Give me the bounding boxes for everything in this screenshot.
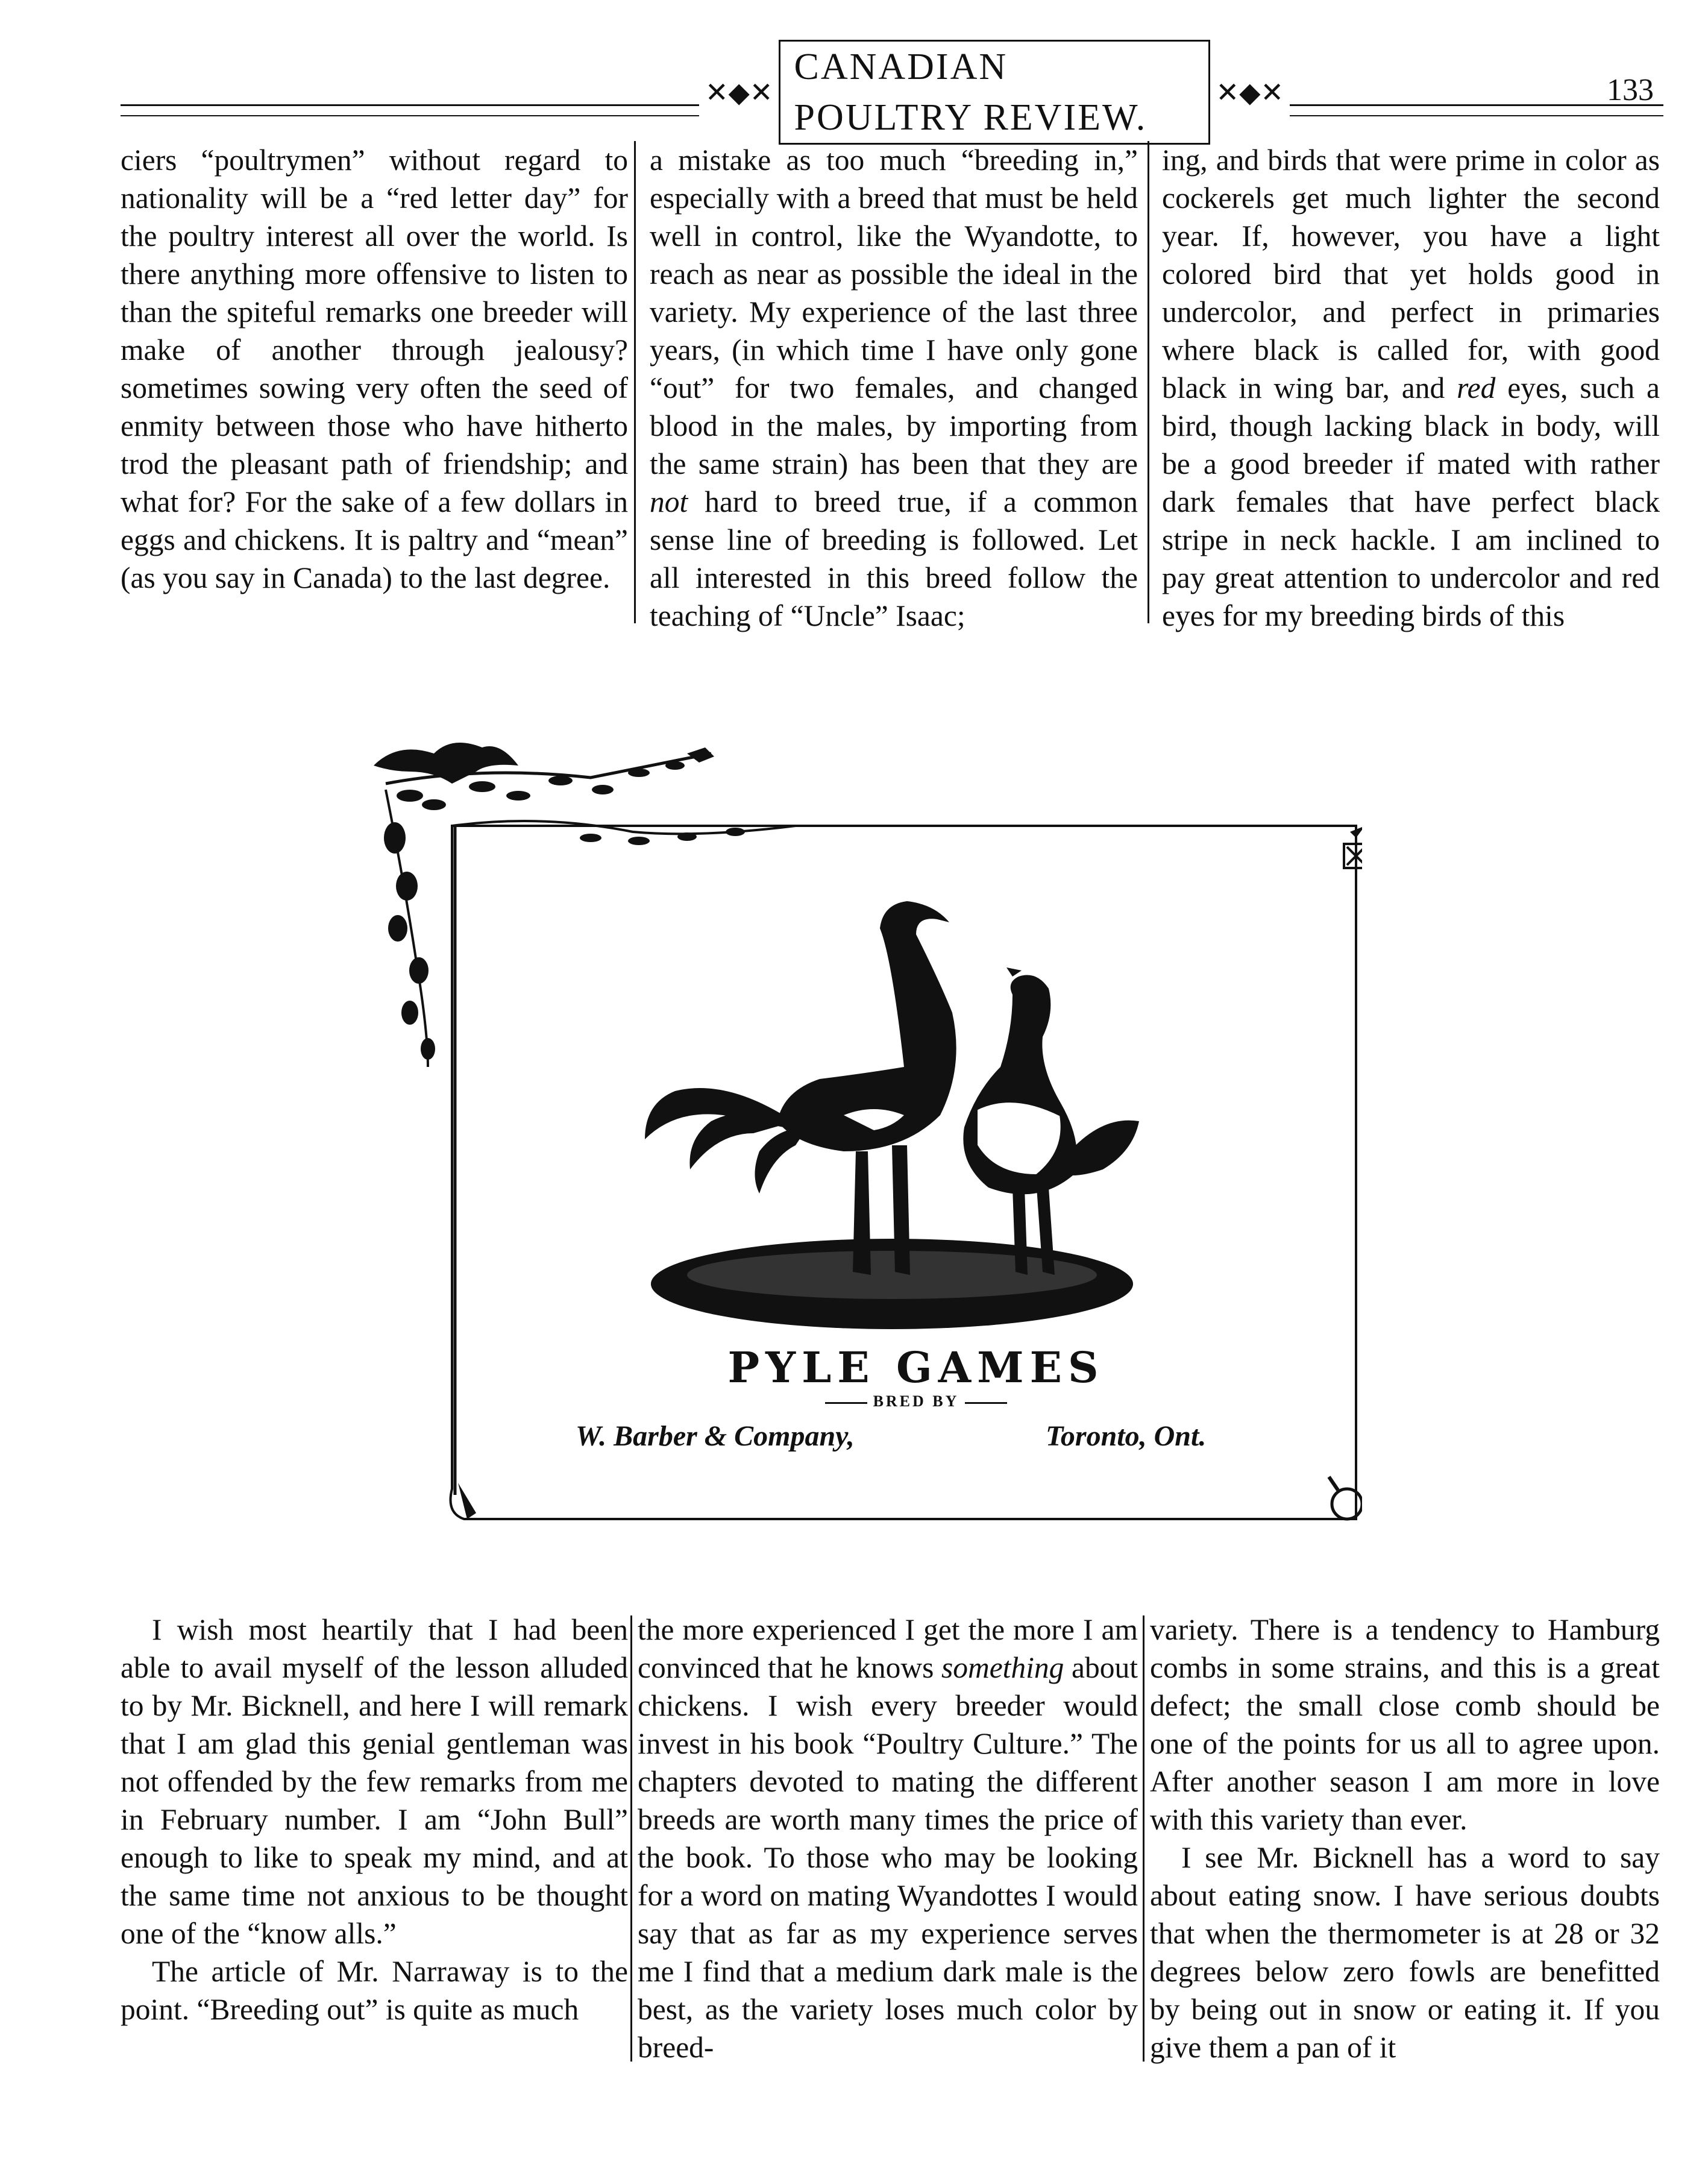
column-rule — [630, 1615, 632, 2062]
hen-figure — [963, 967, 1139, 1275]
rooster-figure — [645, 901, 956, 1275]
column-rule — [1148, 141, 1149, 623]
advertisement-illustration — [362, 729, 1362, 1531]
paragraph: I wish most heartily that I had been able to avail myself of the lesson alluded to by Mr. Bicknell, and here I will remark that I am glad this genial gentleman was not offended by the few remarks from me in February number. I am “John Bull” enough to like to speak my mind, and at the same time not anxious to be thought one of the “know alls.” — [121, 1613, 628, 1950]
column-rule — [1143, 1615, 1144, 2062]
illustration-title: PYLE GAMES — [727, 1342, 1105, 1392]
bottom-column-3 — [1150, 1611, 1660, 2066]
breeder-location: Toronto, Ont. — [1046, 1420, 1207, 1452]
emphasis: not — [650, 485, 688, 518]
paragraph: ciers “poultrymen” without regard to nationality will be a “red letter day” for the poultry interest all over the world. Is there anything more offensive to listen to than the spiteful remarks one breeder will make of another through jealousy? sometimes sowing very often the seed of enmity between those who have hitherto trod the pleasant path of friendship; and what for? For the sake of a few dollars in eggs and chickens. It is paltry and “mean” (as you say in Canada) to the last degree. — [121, 143, 628, 594]
small-bird-icon — [687, 747, 714, 763]
emphasis: something — [941, 1651, 1064, 1684]
running-header — [121, 46, 1663, 138]
bottom-column-2 — [638, 1611, 1138, 2066]
paragraph: the more experienced I get the more I am convinced that he knows something about chickens. I wish every breeder would invest in his book “Poultry Culture.” The chapters devoted to mating the different breeds are worth many times the price of the book. To those who may be looking for a word on mating Wyandottes I would say that as far as my experience serves me I find that a medium dark male is the best, as the variety loses much color by breed- — [638, 1613, 1138, 2064]
illustration-artwork — [362, 729, 1362, 1531]
ornament-right-icon: ✕◆✕ — [1216, 77, 1284, 108]
top-column-2 — [650, 141, 1138, 635]
page-number: 133 — [1607, 73, 1654, 107]
paragraph: The article of Mr. Narraway is to the point. “Breeding out” is quite as much — [121, 1955, 628, 2026]
column-rule — [634, 141, 636, 623]
top-column-3 — [1162, 141, 1660, 635]
ornament-left-icon: ✕◆✕ — [705, 77, 773, 108]
tag-icon — [1344, 826, 1362, 868]
paragraph: a mistake as too much “breeding in,” especially with a breed that must be held well in control, like the Wyandotte, to reach as near as possible the ideal in the variety. My experience of the last three years, (in which time I have only gone “out” for two females, and changed blood in the males, by importing from the same strain) has been that they are not hard to breed true, if a common sense line of breeding is followed. Let all interested in this breed follow the teaching of “Uncle” Isaac; — [650, 143, 1138, 632]
eagle-icon — [374, 743, 518, 784]
paragraph: variety. There is a tendency to Hamburg combs in some strains, and this is a great defect; the small close comb should be one of the points for us all to agree upon. After another season I am more in love with this variety than ever. — [1150, 1613, 1660, 1836]
top-column-1 — [121, 141, 628, 597]
paragraph: ing, and birds that were prime in color as cockerels get much lighter the second year. If, however, you have a light colored bird that yet holds good in undercolor, and perfect in primaries where black is called for, with good black in wing bar, and red eyes, such a bird, though lacking black in body, will be a good breeder if mated with rather dark females that have perfect black stripe in neck hackle. I am inclined to pay great attention to undercolor and red eyes for my breeding birds of this — [1162, 143, 1660, 632]
journal-title: CANADIAN POULTRY REVIEW. — [779, 40, 1210, 145]
paragraph: I see Mr. Bicknell has a word to say about eating snow. I have serious doubts that when the thermometer is at 28 or 32 degrees below zero fowls are benefitted by being out in snow or eating it. If you give them a pan of it — [1150, 1841, 1660, 2064]
bottom-column-1 — [121, 1611, 628, 2028]
header-title-block — [699, 46, 1290, 138]
breeder-name: W. Barber & Company, — [576, 1420, 855, 1452]
illustration-subtitle: BRED BY — [675, 1392, 1157, 1411]
emphasis: red — [1457, 371, 1496, 404]
